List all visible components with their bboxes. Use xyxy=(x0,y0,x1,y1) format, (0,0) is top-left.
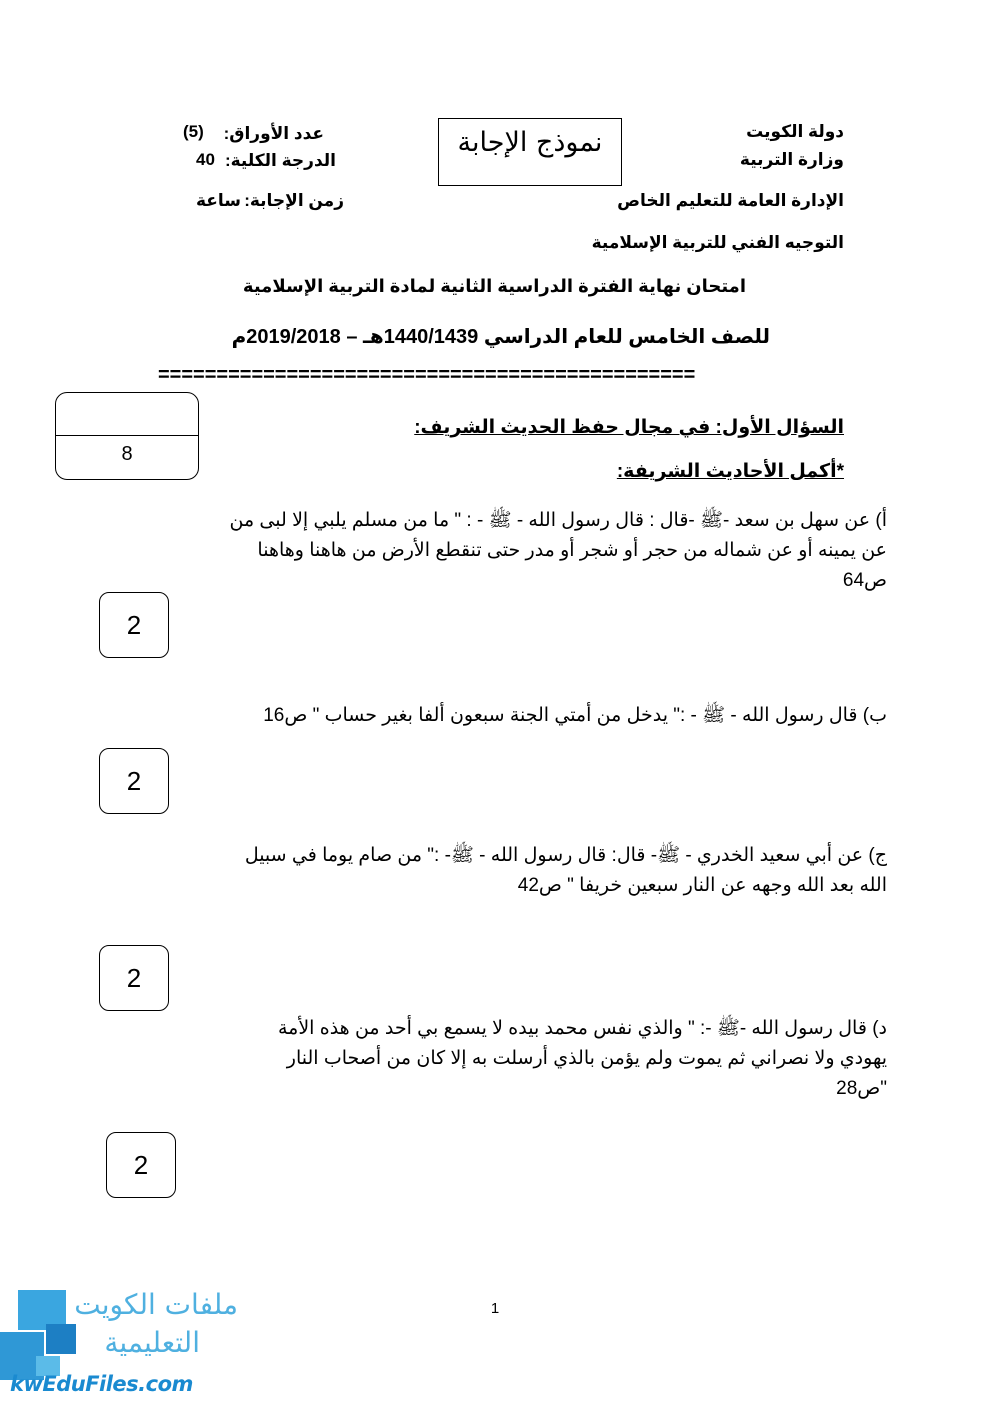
question-1-instruction: *أكمل الأحاديث الشريفة: xyxy=(616,461,844,482)
section-grade-box xyxy=(55,392,199,480)
hadith-d-line-3: "ص28 xyxy=(836,1078,887,1099)
mark-box-d xyxy=(106,1132,176,1198)
grade-year-line: للصف الخامس للعام الدراسي 1440/1439هـ – 2019/2018م xyxy=(231,326,770,348)
hadith-c-line-1: ج) عن أبي سعيد الخدري - ﷺ- قال: قال رسول الله - ﷺ- :" من صام يوما في سبيل xyxy=(244,845,887,866)
mark-a-value: 2 xyxy=(126,609,142,640)
grade-divider xyxy=(56,435,198,436)
time-label: زمن الإجابة: xyxy=(244,191,344,210)
mark-b-value: 2 xyxy=(126,765,142,796)
ministry-name: وزارة التربية xyxy=(739,150,844,169)
logo-text-en: kwEduFiles.com xyxy=(10,1372,193,1396)
hadith-a xyxy=(147,506,887,596)
total-label: الدرجة الكلية: xyxy=(224,151,336,170)
hadith-b-line-1: ب) قال رسول الله - ﷺ - :" يدخل من أمتي الجنة سبعون ألفا بغير حساب " ص16 xyxy=(263,705,887,726)
supervision-name: التوجيه الفني للتربية الإسلامية xyxy=(591,233,844,252)
hadith-a-line-2: عن يمينه أو عن شماله من حجر أو شجر أو مدر حتى تنقطع الأرض من هاهنا وهاهنا xyxy=(257,540,887,561)
page-number: 1 xyxy=(490,1300,500,1317)
mark-box-a xyxy=(99,592,169,658)
answer-model-box xyxy=(438,118,622,186)
mark-c-value: 2 xyxy=(126,962,142,993)
question-1-heading: السؤال الأول: في مجال حفظ الحديث الشريف: xyxy=(414,417,844,438)
mark-d-value: 2 xyxy=(133,1149,149,1180)
hadith-a-line-3: ص64 xyxy=(842,570,887,591)
pages-value: (5) xyxy=(183,122,204,141)
separator-line: ============================================== xyxy=(158,365,696,385)
pages-label: عدد الأوراق: xyxy=(223,124,324,143)
kweduFiles-logo xyxy=(0,1268,250,1403)
exam-title: امتحان نهاية الفترة الدراسية الثانية لمادة التربية الإسلامية xyxy=(242,276,746,296)
total-value: 40 xyxy=(196,150,215,169)
country-name: دولة الكويت xyxy=(746,122,844,141)
hadith-c-line-2: الله بعد الله وجهه عن النار سبعين خريفا " ص42 xyxy=(517,875,887,896)
hadith-a-line-1: أ) عن سهل بن سعد -ﷺ -قال : قال رسول الله - ﷺ - : " ما من مسلم يلبي إلا لبى من xyxy=(229,510,887,531)
mark-box-c xyxy=(99,945,169,1011)
answer-model-title: نموذج الإجابة xyxy=(457,127,603,158)
hadith-c xyxy=(147,841,887,901)
department-name: الإدارة العامة للتعليم الخاص xyxy=(617,191,844,210)
section-grade-value: 8 xyxy=(121,443,133,465)
hadith-d-line-2: يهودي ولا نصراني ثم يموت ولم يؤمن بالذي أرسلت به إلا كان من أصحاب النار xyxy=(286,1048,887,1069)
logo-text-ar-1: ملفات الكويت xyxy=(74,1288,238,1321)
hadith-d xyxy=(147,1014,887,1104)
hadith-b xyxy=(147,701,887,731)
hadith-d-line-1: د) قال رسول الله -ﷺ -: " والذي نفس محمد بيده لا يسمع بي أحد من هذه الأمة xyxy=(277,1018,887,1039)
mark-box-b xyxy=(99,748,169,814)
time-value: ساعة xyxy=(196,191,242,210)
logo-text-ar-2: التعليمية xyxy=(104,1326,200,1359)
